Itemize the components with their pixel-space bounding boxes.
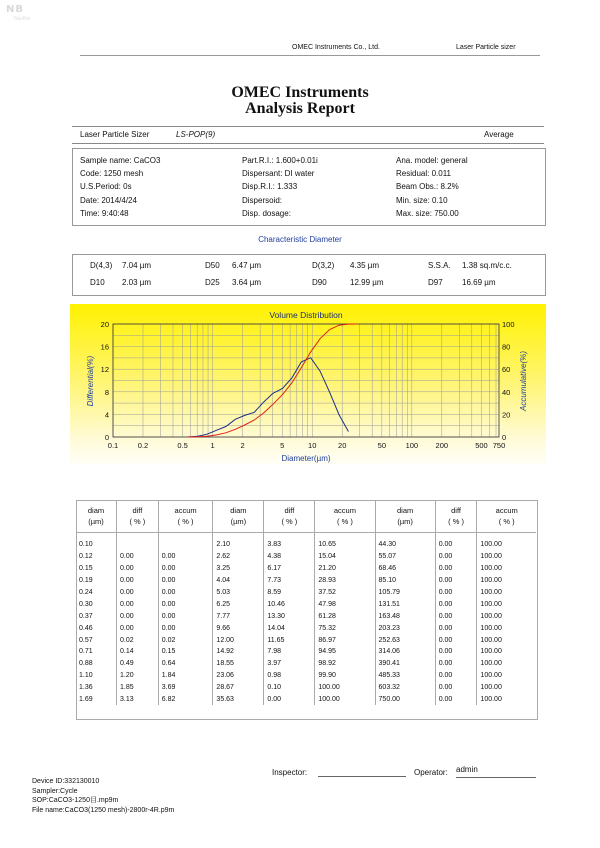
header-line: diam <box>396 506 414 515</box>
part-ri: Part.R.I.: 1.600+0.01i <box>242 156 318 165</box>
d25-value: 3.64 µm <box>232 278 262 287</box>
d32-value: 4.35 µm <box>350 261 380 270</box>
table-cell: 9.66 <box>213 622 264 634</box>
table-cell: 131.51 <box>375 598 435 610</box>
table-cell: 7.98 <box>264 646 315 658</box>
table-cell: 0.00 <box>435 670 477 682</box>
table-cell: 163.48 <box>375 610 435 622</box>
table-cell: 1.69 <box>79 696 93 704</box>
test-date: Date: 2014/4/24 <box>80 195 137 205</box>
table-cell: 55.07 <box>375 551 435 563</box>
sampler: Sampler:Cycle <box>32 787 78 795</box>
d50-label: D50 <box>205 261 220 270</box>
results-table <box>76 500 536 705</box>
table-cell: 28.93 <box>315 575 375 587</box>
table-cell: 0.49 <box>117 658 159 670</box>
table-row <box>76 622 536 634</box>
table-cell: 0.00 <box>435 658 477 670</box>
header-line: diff <box>284 506 295 515</box>
x-tick-label: 5 <box>280 441 285 450</box>
table-header-cell <box>435 500 477 533</box>
table-row <box>76 587 536 599</box>
table-row <box>76 658 536 670</box>
table-cell: 0.14 <box>117 646 159 658</box>
table-cell: 0.19 <box>79 577 93 585</box>
table-row <box>76 694 536 706</box>
table-cell: 100.00 <box>477 533 536 551</box>
table-cell: 47.98 <box>315 598 375 610</box>
table-cell: 2.62 <box>213 551 264 563</box>
table-cell: 100.00 <box>477 563 536 575</box>
table-row <box>76 551 536 563</box>
table-cell: 0.00 <box>435 634 477 646</box>
x-tick-label: 0.1 <box>107 441 119 450</box>
operator-label: Operator: <box>414 768 448 777</box>
table-cell: 100.00 <box>315 694 375 706</box>
table-cell: 0.00 <box>117 575 159 587</box>
table-cell: 11.65 <box>264 634 315 646</box>
table-cell: 0.00 <box>435 622 477 634</box>
table-cell: 10.46 <box>264 598 315 610</box>
ssa-value: 1.38 sq.m/c.c. <box>462 261 512 270</box>
table-cell: 0.15 <box>158 646 213 658</box>
table-cell: 0.00 <box>117 622 159 634</box>
table-header-cell <box>117 500 159 533</box>
table-row <box>76 575 536 587</box>
table-cell: 3.13 <box>117 694 159 706</box>
table-cell: 0.00 <box>435 646 477 658</box>
table-row <box>76 670 536 682</box>
table-cell: 0.37 <box>79 612 93 620</box>
table-header-cell <box>264 500 315 533</box>
table-cell: 100.00 <box>477 551 536 563</box>
table-cell: 0.00 <box>435 598 477 610</box>
inspector-label: Inspector: <box>272 768 308 777</box>
table-cell: 15.04 <box>315 551 375 563</box>
table-cell: 0.00 <box>158 551 213 563</box>
y-left-tick-label: 16 <box>100 342 109 352</box>
max-size: Max. size: 750.00 <box>396 208 459 218</box>
table-row <box>76 533 536 551</box>
disp-ri: Disp.R.I.: 1.333 <box>242 182 298 192</box>
table-cell: 100.00 <box>477 575 536 587</box>
table-cell: 1.84 <box>158 670 213 682</box>
watermark-subtext: NanBei <box>14 16 31 22</box>
header-unit: ( % ) <box>448 517 464 526</box>
y-right-tick-label: 80 <box>502 342 511 352</box>
table-header-cell <box>375 500 435 533</box>
table-cell: 0.88 <box>79 660 93 668</box>
d97-label: D97 <box>428 278 443 287</box>
table-cell: 5.03 <box>213 587 264 599</box>
header-company: OMEC Instruments Co., Ltd. <box>292 44 380 51</box>
ana-model: Ana. model: general <box>396 156 468 165</box>
table-cell <box>117 533 159 551</box>
inspector-signature-line <box>318 764 406 777</box>
table-cell: 100.00 <box>477 682 536 694</box>
x-tick-label: 10 <box>308 441 317 450</box>
table-cell: 99.90 <box>315 670 375 682</box>
sop-name: LS-POP(9) <box>176 130 216 139</box>
y-left-tick-label: 20 <box>100 320 109 329</box>
table-cell: 0.15 <box>79 565 93 573</box>
d43-label: D(4,3) <box>90 261 113 270</box>
table-cell: 0.00 <box>264 694 315 706</box>
watermark-logo: NB <box>6 4 24 15</box>
table-cell: 100.00 <box>477 694 536 706</box>
table-cell: 0.02 <box>117 634 159 646</box>
table-cell: 4.38 <box>264 551 315 563</box>
characteristic-diameter-title: Characteristic Diameter <box>258 235 342 244</box>
y-right-tick-label: 0 <box>502 433 507 442</box>
table-cell: 86.97 <box>315 634 375 646</box>
header-unit: (µm) <box>230 517 247 526</box>
d25-label: D25 <box>205 278 220 287</box>
d90-value: 12.99 µm <box>350 278 384 287</box>
chart-ylabel-right: Accumulative(%) <box>519 350 528 412</box>
operator-signature: admin <box>456 765 536 778</box>
report-title-line1: OMEC Instruments <box>231 84 369 101</box>
table-cell: 0.00 <box>435 587 477 599</box>
table-cell: 35.63 <box>213 694 264 706</box>
table-cell: 0.00 <box>158 610 213 622</box>
table-header-cell <box>315 500 375 533</box>
table-cell: 1.36 <box>79 684 93 692</box>
table-header-cell <box>76 500 117 533</box>
file-name: File name:CaCO3(1250 mesh)-2800r-4R.p9m <box>32 806 175 814</box>
measure-mode: Average <box>484 130 514 139</box>
table-cell <box>158 533 213 551</box>
table-cell: 12.00 <box>213 634 264 646</box>
y-left-tick-label: 4 <box>104 410 109 420</box>
chart-ylabel-left: Differential(%) <box>86 355 95 407</box>
header-unit: ( % ) <box>177 517 194 526</box>
device-id: Device ID:332130010 <box>32 778 100 785</box>
y-left-tick-label: 0 <box>104 433 109 442</box>
table-cell: 0.00 <box>435 551 477 563</box>
results-table-header <box>76 500 536 533</box>
table-cell: 37.52 <box>315 587 375 599</box>
table-cell: 98.92 <box>315 658 375 670</box>
table-cell: 0.00 <box>158 598 213 610</box>
sample-code: Code: 1250 mesh <box>80 169 144 179</box>
y-left-tick-label: 12 <box>100 365 109 375</box>
table-cell: 0.12 <box>79 553 93 561</box>
table-row <box>76 563 536 575</box>
header-line: diff <box>132 506 143 515</box>
x-tick-label: 750 <box>492 441 506 450</box>
header-unit: ( % ) <box>337 517 353 526</box>
test-time: Time: 9:40:48 <box>80 208 129 218</box>
table-cell: 0.71 <box>79 648 93 656</box>
table-cell: 3.69 <box>158 682 213 694</box>
table-cell: 203.23 <box>375 622 435 634</box>
table-cell: 7.73 <box>264 575 315 587</box>
y-left-tick-label: 8 <box>104 387 109 397</box>
table-cell: 75.32 <box>315 622 375 634</box>
table-cell: 100.00 <box>477 658 536 670</box>
y-right-tick-label: 100 <box>502 320 515 329</box>
header-line: accum <box>174 506 197 515</box>
min-size: Min. size: 0.10 <box>396 195 448 205</box>
table-cell: 0.00 <box>158 587 213 599</box>
table-cell: 603.32 <box>375 682 435 694</box>
table-cell: 0.10 <box>264 682 315 694</box>
ssa-label: S.S.A. <box>428 261 451 270</box>
table-cell: 0.30 <box>79 600 93 608</box>
d43-value: 7.04 µm <box>122 261 152 270</box>
table-cell: 100.00 <box>477 598 536 610</box>
results-table-body <box>76 533 536 706</box>
table-cell: 105.79 <box>375 587 435 599</box>
y-right-tick-label: 20 <box>502 410 511 420</box>
table-cell: 100.00 <box>477 622 536 634</box>
header-line: accum <box>495 506 518 515</box>
dispersant: Dispersant: DI water <box>242 169 315 179</box>
table-cell: 0.98 <box>264 670 315 682</box>
table-row <box>76 634 536 646</box>
sop-file: SOP:CaCO3-1250目.mp9m <box>32 797 119 804</box>
instrument-name: Laser Particle Sizer <box>80 130 150 139</box>
d97-value: 16.69 µm <box>462 278 496 287</box>
table-cell: 18.55 <box>213 658 264 670</box>
table-cell: 252.63 <box>375 634 435 646</box>
table-cell: 0.00 <box>435 682 477 694</box>
chart-grid <box>113 324 499 437</box>
table-cell: 0.02 <box>158 634 213 646</box>
table-cell: 0.00 <box>117 551 159 563</box>
table-cell: 3.25 <box>213 563 264 575</box>
table-row <box>76 646 536 658</box>
header-line: diff <box>451 506 461 515</box>
header-unit: ( % ) <box>129 517 146 526</box>
table-cell: 4.04 <box>213 575 264 587</box>
table-cell: 0.10 <box>79 541 93 549</box>
footer-info <box>32 777 174 815</box>
table-cell: 750.00 <box>375 694 435 706</box>
header-unit: ( % ) <box>498 517 515 526</box>
table-cell: 0.46 <box>79 624 93 632</box>
table-cell: 3.83 <box>264 533 315 551</box>
d10-label: D10 <box>90 278 105 287</box>
table-cell: 68.46 <box>375 563 435 575</box>
header-line: diam <box>87 506 105 515</box>
table-cell: 0.57 <box>79 636 93 644</box>
x-tick-label: 100 <box>405 441 419 450</box>
x-tick-label: 200 <box>435 441 449 450</box>
table-cell: 10.65 <box>315 533 375 551</box>
table-header-cell <box>213 500 264 533</box>
table-cell: 1.10 <box>79 672 93 680</box>
x-tick-label: 0.5 <box>177 441 188 450</box>
table-cell: 100.00 <box>477 610 536 622</box>
table-cell: 1.85 <box>117 682 159 694</box>
table-cell: 6.25 <box>213 598 264 610</box>
table-cell: 100.00 <box>315 682 375 694</box>
header-unit: ( % ) <box>281 517 298 526</box>
header-line: accum <box>333 506 356 515</box>
beam-obs: Beam Obs.: 8.2% <box>396 182 459 192</box>
table-cell: 0.00 <box>435 694 477 706</box>
us-period: U.S.Period: 0s <box>80 182 132 192</box>
table-cell: 7.77 <box>213 610 264 622</box>
x-tick-label: 50 <box>377 441 387 450</box>
d10-value: 2.03 µm <box>122 278 152 287</box>
table-cell: 6.82 <box>158 694 213 706</box>
header-model: Laser Particle sizer <box>456 44 516 51</box>
table-cell: 14.92 <box>213 646 264 658</box>
table-row <box>76 598 536 610</box>
table-cell: 85.10 <box>375 575 435 587</box>
table-cell: 0.00 <box>117 587 159 599</box>
table-cell: 13.30 <box>264 610 315 622</box>
header-unit: (µm) <box>88 517 104 526</box>
table-cell: 61.28 <box>315 610 375 622</box>
d32-label: D(3,2) <box>312 261 335 270</box>
d50-value: 6.47 µm <box>232 261 262 270</box>
chart-title: Volume Distribution <box>269 310 343 320</box>
table-cell: 0.00 <box>158 575 213 587</box>
table-cell: 0.00 <box>117 598 159 610</box>
table-cell: 390.41 <box>375 658 435 670</box>
table-cell: 8.59 <box>264 587 315 599</box>
x-tick-label: 1 <box>210 441 215 450</box>
header-line: diam <box>230 506 247 515</box>
table-cell: 100.00 <box>477 587 536 599</box>
table-cell: 2.10 <box>213 533 264 551</box>
table-cell: 6.17 <box>264 563 315 575</box>
report-title-line2: Analysis Report <box>245 100 355 117</box>
y-right-tick-label: 60 <box>502 365 511 375</box>
x-tick-label: 2 <box>240 441 245 450</box>
table-cell: 3.97 <box>264 658 315 670</box>
table-cell: 100.00 <box>477 646 536 658</box>
chart-xlabel: Diameter(µm) <box>281 454 331 463</box>
table-cell: 94.95 <box>315 646 375 658</box>
table-cell: 0.00 <box>435 610 477 622</box>
header-unit: (µm) <box>397 517 413 526</box>
table-cell: 100.00 <box>477 670 536 682</box>
table-cell: 100.00 <box>477 634 536 646</box>
table-cell: 44.30 <box>375 533 435 551</box>
table-header-cell <box>158 500 213 533</box>
dispersoid: Dispersoid: <box>242 195 283 205</box>
y-right-tick-label: 40 <box>502 387 511 397</box>
disp-dosage: Disp. dosage: <box>242 208 291 218</box>
table-cell: 0.00 <box>158 622 213 634</box>
x-tick-label: 20 <box>338 441 347 450</box>
table-cell: 0.24 <box>79 589 93 596</box>
table-cell: 0.64 <box>158 658 213 670</box>
x-tick-label: 0.2 <box>137 441 149 450</box>
table-cell: 1.20 <box>117 670 159 682</box>
x-tick-label: 500 <box>475 441 488 450</box>
table-cell: 485.33 <box>375 670 435 682</box>
table-cell: 28.67 <box>213 682 264 694</box>
sample-name: Sample name: CaCO3 <box>80 156 161 165</box>
table-cell: 0.00 <box>117 563 159 575</box>
table-cell: 0.00 <box>435 533 477 551</box>
table-cell: 0.00 <box>435 575 477 587</box>
d90-label: D90 <box>312 278 327 287</box>
table-cell: 23.06 <box>213 670 264 682</box>
table-header-cell <box>477 500 536 533</box>
table-cell: 314.06 <box>375 646 435 658</box>
table-row <box>76 610 536 622</box>
table-cell: 0.00 <box>435 563 477 575</box>
table-cell: 0.00 <box>158 563 213 575</box>
differential-series-line <box>188 358 348 437</box>
residual: Residual: 0.011 <box>396 169 451 179</box>
table-cell: 21.20 <box>315 563 375 575</box>
table-cell: 0.00 <box>117 610 159 622</box>
table-cell: 14.04 <box>264 622 315 634</box>
table-row <box>76 682 536 694</box>
